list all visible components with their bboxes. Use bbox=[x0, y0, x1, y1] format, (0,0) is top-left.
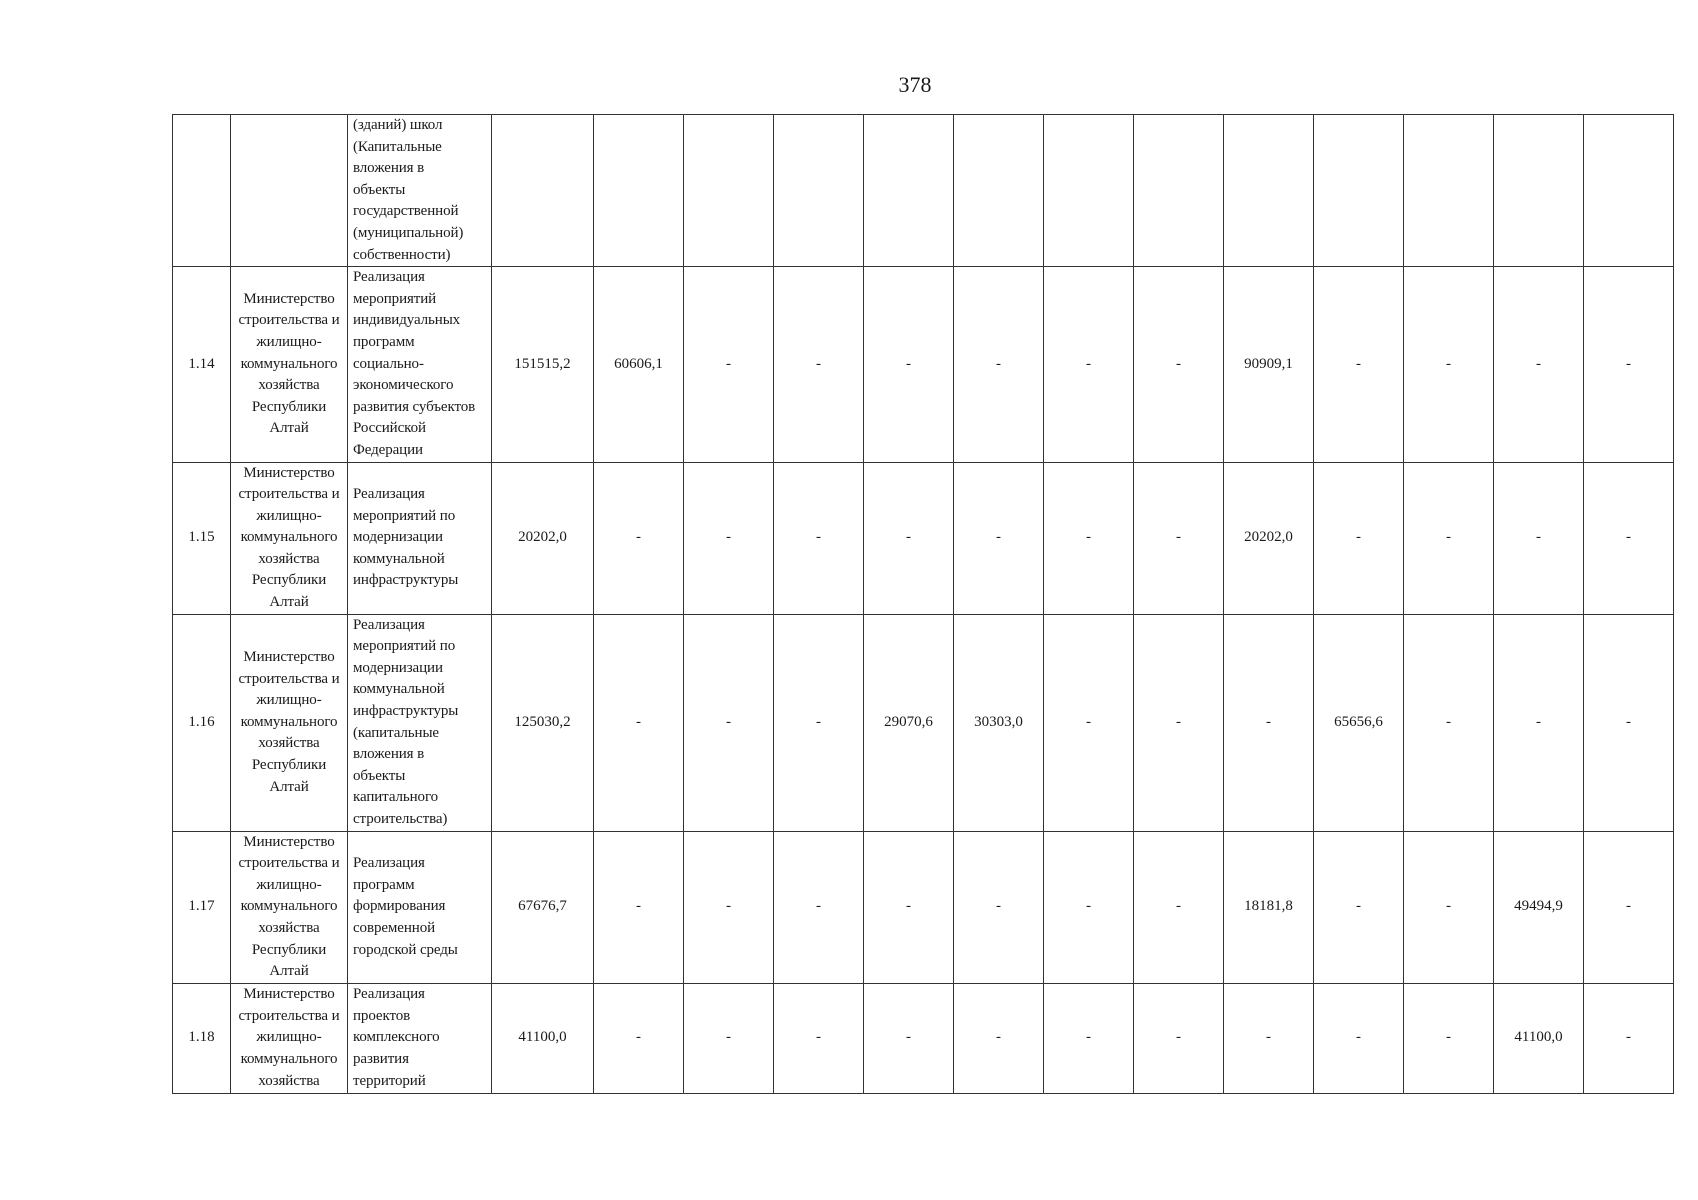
measure-line: модернизации bbox=[353, 529, 443, 546]
value-cell: - bbox=[684, 267, 774, 462]
measure-line: Реализация bbox=[353, 855, 425, 872]
value-cell bbox=[1224, 115, 1314, 267]
value-cell: - bbox=[1134, 831, 1224, 983]
value-cell: - bbox=[1584, 267, 1674, 462]
value-cell: - bbox=[1404, 831, 1494, 983]
value-cell: 49494,9 bbox=[1494, 831, 1584, 983]
value-cell: - bbox=[594, 614, 684, 831]
measure-line: (муниципальной) bbox=[353, 224, 464, 241]
measure-line: Реализация bbox=[353, 616, 425, 633]
value-cell: - bbox=[1134, 983, 1224, 1093]
value-cell: - bbox=[864, 983, 954, 1093]
measure-line: мероприятий bbox=[353, 290, 437, 307]
value-cell: - bbox=[1584, 831, 1674, 983]
value-cell: - bbox=[684, 462, 774, 614]
measure-line: коммунальной bbox=[353, 681, 445, 698]
measure-cell bbox=[348, 462, 492, 614]
value-cell: 60606,1 bbox=[594, 267, 684, 462]
measure-line: городской среды bbox=[353, 941, 458, 958]
value-cell: 18181,8 bbox=[1224, 831, 1314, 983]
agency-cell bbox=[231, 983, 348, 1093]
agency-line: Республики bbox=[251, 757, 327, 774]
measure-line: мероприятий по bbox=[353, 507, 456, 524]
value-cell: - bbox=[1584, 983, 1674, 1093]
row-code-cell: 1.15 bbox=[173, 462, 231, 614]
value-cell bbox=[864, 115, 954, 267]
measure-line: коммунальной bbox=[353, 550, 445, 567]
row-code-cell: 1.16 bbox=[173, 614, 231, 831]
measure-line: программ bbox=[353, 876, 415, 893]
agency-line: строительства и bbox=[238, 670, 340, 687]
measure-line: капитального bbox=[353, 789, 439, 806]
value-cell: - bbox=[774, 267, 864, 462]
value-cell: 65656,6 bbox=[1314, 614, 1404, 831]
agency-line: Республики bbox=[251, 398, 327, 415]
measure-line: государственной bbox=[353, 203, 459, 220]
agency-line: строительства и bbox=[238, 855, 340, 872]
value-cell bbox=[1134, 115, 1224, 267]
measure-line: (Капитальные bbox=[353, 138, 442, 155]
value-cell: - bbox=[1044, 614, 1134, 831]
value-cell: - bbox=[1224, 983, 1314, 1093]
agency-line: Алтай bbox=[269, 594, 309, 611]
measure-line: инфраструктуры bbox=[353, 703, 459, 720]
agency-line: хозяйства bbox=[258, 735, 320, 752]
measure-line: вложения в bbox=[353, 746, 425, 763]
value-cell bbox=[684, 115, 774, 267]
agency-line: Алтай bbox=[269, 420, 309, 437]
value-cell: 90909,1 bbox=[1224, 267, 1314, 462]
value-cell: - bbox=[774, 462, 864, 614]
value-cell: - bbox=[684, 831, 774, 983]
measure-line: развития субъектов bbox=[353, 398, 476, 415]
value-cell: - bbox=[1404, 267, 1494, 462]
page-number: 378 bbox=[898, 72, 932, 97]
measure-cell bbox=[348, 614, 492, 831]
value-cell: - bbox=[1494, 614, 1584, 831]
measure-line: программ bbox=[353, 333, 415, 350]
agency-line: Министерство bbox=[243, 986, 335, 1003]
table-row bbox=[173, 983, 1674, 1093]
measure-line: инфраструктуры bbox=[353, 572, 459, 589]
measure-line: формирования bbox=[353, 898, 446, 915]
measure-line: модернизации bbox=[353, 659, 443, 676]
value-cell: - bbox=[1314, 462, 1404, 614]
agency-line: Республики bbox=[251, 941, 327, 958]
table-row bbox=[173, 462, 1674, 614]
table-row bbox=[173, 614, 1674, 831]
value-cell: - bbox=[954, 983, 1044, 1093]
value-cell: - bbox=[684, 983, 774, 1093]
value-cell bbox=[1044, 115, 1134, 267]
measure-line: Реализация bbox=[353, 486, 425, 503]
agency-cell bbox=[231, 831, 348, 983]
value-cell: - bbox=[1134, 614, 1224, 831]
value-cell: - bbox=[954, 462, 1044, 614]
budget-table bbox=[172, 114, 1674, 1094]
total-value-cell bbox=[492, 115, 594, 267]
total-value-cell: 41100,0 bbox=[492, 983, 594, 1093]
measure-line: Реализация bbox=[353, 269, 425, 286]
value-cell: - bbox=[1404, 462, 1494, 614]
agency-line: жилищно- bbox=[256, 876, 322, 893]
value-cell: - bbox=[864, 831, 954, 983]
value-cell: - bbox=[594, 462, 684, 614]
table-row bbox=[173, 267, 1674, 462]
agency-line: Республики bbox=[251, 572, 327, 589]
agency-line: хозяйства bbox=[258, 377, 320, 394]
agency-line: Министерство bbox=[243, 464, 335, 481]
value-cell: - bbox=[1494, 267, 1584, 462]
agency-line: жилищно- bbox=[256, 1029, 322, 1046]
agency-line: хозяйства bbox=[258, 1072, 320, 1089]
value-cell: - bbox=[1044, 267, 1134, 462]
measure-line: экономического bbox=[353, 377, 454, 394]
measure-line: вложения в bbox=[353, 160, 425, 177]
measure-line: комплексного bbox=[353, 1029, 440, 1046]
value-cell: 41100,0 bbox=[1494, 983, 1584, 1093]
agency-cell bbox=[231, 267, 348, 462]
agency-line: коммунального bbox=[240, 1051, 338, 1068]
agency-line: коммунального bbox=[240, 529, 338, 546]
row-code-cell bbox=[173, 115, 231, 267]
value-cell bbox=[954, 115, 1044, 267]
table-row bbox=[173, 115, 1674, 267]
agency-cell bbox=[231, 115, 348, 267]
value-cell: - bbox=[1584, 462, 1674, 614]
measure-line: объекты bbox=[353, 767, 406, 784]
value-cell bbox=[774, 115, 864, 267]
measure-line: мероприятий по bbox=[353, 638, 456, 655]
agency-line: строительства и bbox=[238, 312, 340, 329]
measure-line: строительства) bbox=[353, 811, 448, 827]
measure-line: развития bbox=[353, 1051, 409, 1068]
row-code-cell: 1.14 bbox=[173, 267, 231, 462]
measure-line: Федерации bbox=[353, 441, 423, 458]
value-cell: - bbox=[1494, 462, 1584, 614]
agency-line: жилищно- bbox=[256, 507, 322, 524]
agency-line: жилищно- bbox=[256, 692, 322, 709]
value-cell: - bbox=[1044, 831, 1134, 983]
agency-line: хозяйства bbox=[258, 919, 320, 936]
measure-line: (капитальные bbox=[353, 724, 439, 741]
measure-line: собственности) bbox=[353, 246, 451, 263]
total-value-cell: 20202,0 bbox=[492, 462, 594, 614]
measure-line: социально- bbox=[353, 355, 424, 372]
agency-line: Алтай bbox=[269, 963, 309, 980]
measure-line: современной bbox=[353, 919, 436, 936]
value-cell: - bbox=[684, 614, 774, 831]
value-cell: - bbox=[1584, 614, 1674, 831]
value-cell: - bbox=[1224, 614, 1314, 831]
total-value-cell: 67676,7 bbox=[492, 831, 594, 983]
value-cell: - bbox=[1404, 983, 1494, 1093]
value-cell bbox=[1494, 115, 1584, 267]
value-cell: - bbox=[1044, 462, 1134, 614]
agency-line: хозяйства bbox=[258, 550, 320, 567]
agency-line: Министерство bbox=[243, 290, 335, 307]
value-cell: - bbox=[774, 614, 864, 831]
measure-cell bbox=[348, 115, 492, 267]
value-cell: - bbox=[1404, 614, 1494, 831]
value-cell: - bbox=[1314, 267, 1404, 462]
agency-line: строительства и bbox=[238, 1007, 340, 1024]
value-cell: - bbox=[954, 267, 1044, 462]
total-value-cell: 151515,2 bbox=[492, 267, 594, 462]
value-cell: - bbox=[1314, 831, 1404, 983]
row-code-cell: 1.17 bbox=[173, 831, 231, 983]
agency-line: Алтай bbox=[269, 778, 309, 795]
agency-line: жилищно- bbox=[256, 333, 322, 350]
value-cell bbox=[594, 115, 684, 267]
measure-line: проектов bbox=[353, 1007, 411, 1024]
value-cell bbox=[1314, 115, 1404, 267]
value-cell: - bbox=[864, 267, 954, 462]
value-cell: - bbox=[1044, 983, 1134, 1093]
agency-cell bbox=[231, 614, 348, 831]
value-cell: - bbox=[1314, 983, 1404, 1093]
measure-cell bbox=[348, 267, 492, 462]
measure-line: (зданий) школ bbox=[353, 117, 443, 133]
value-cell bbox=[1404, 115, 1494, 267]
value-cell bbox=[1584, 115, 1674, 267]
total-value-cell: 125030,2 bbox=[492, 614, 594, 831]
value-cell: - bbox=[864, 462, 954, 614]
value-cell: - bbox=[594, 983, 684, 1093]
measure-line: Реализация bbox=[353, 986, 425, 1003]
value-cell: 30303,0 bbox=[954, 614, 1044, 831]
agency-line: коммунального bbox=[240, 898, 338, 915]
agency-line: Министерство bbox=[243, 833, 335, 850]
agency-line: строительства и bbox=[238, 486, 340, 503]
measure-cell bbox=[348, 983, 492, 1093]
agency-line: Министерство bbox=[243, 649, 335, 666]
measure-line: территорий bbox=[353, 1072, 426, 1089]
measure-line: объекты bbox=[353, 181, 406, 198]
agency-cell bbox=[231, 462, 348, 614]
value-cell: 20202,0 bbox=[1224, 462, 1314, 614]
value-cell: - bbox=[1134, 267, 1224, 462]
table-row bbox=[173, 831, 1674, 983]
value-cell: - bbox=[1134, 462, 1224, 614]
value-cell: - bbox=[774, 831, 864, 983]
measure-cell bbox=[348, 831, 492, 983]
value-cell: - bbox=[774, 983, 864, 1093]
value-cell: - bbox=[954, 831, 1044, 983]
value-cell: 29070,6 bbox=[864, 614, 954, 831]
measure-line: индивидуальных bbox=[353, 312, 461, 329]
row-code-cell: 1.18 bbox=[173, 983, 231, 1093]
agency-line: коммунального bbox=[240, 713, 338, 730]
value-cell: - bbox=[594, 831, 684, 983]
agency-line: коммунального bbox=[240, 355, 338, 372]
measure-line: Российской bbox=[353, 420, 426, 437]
